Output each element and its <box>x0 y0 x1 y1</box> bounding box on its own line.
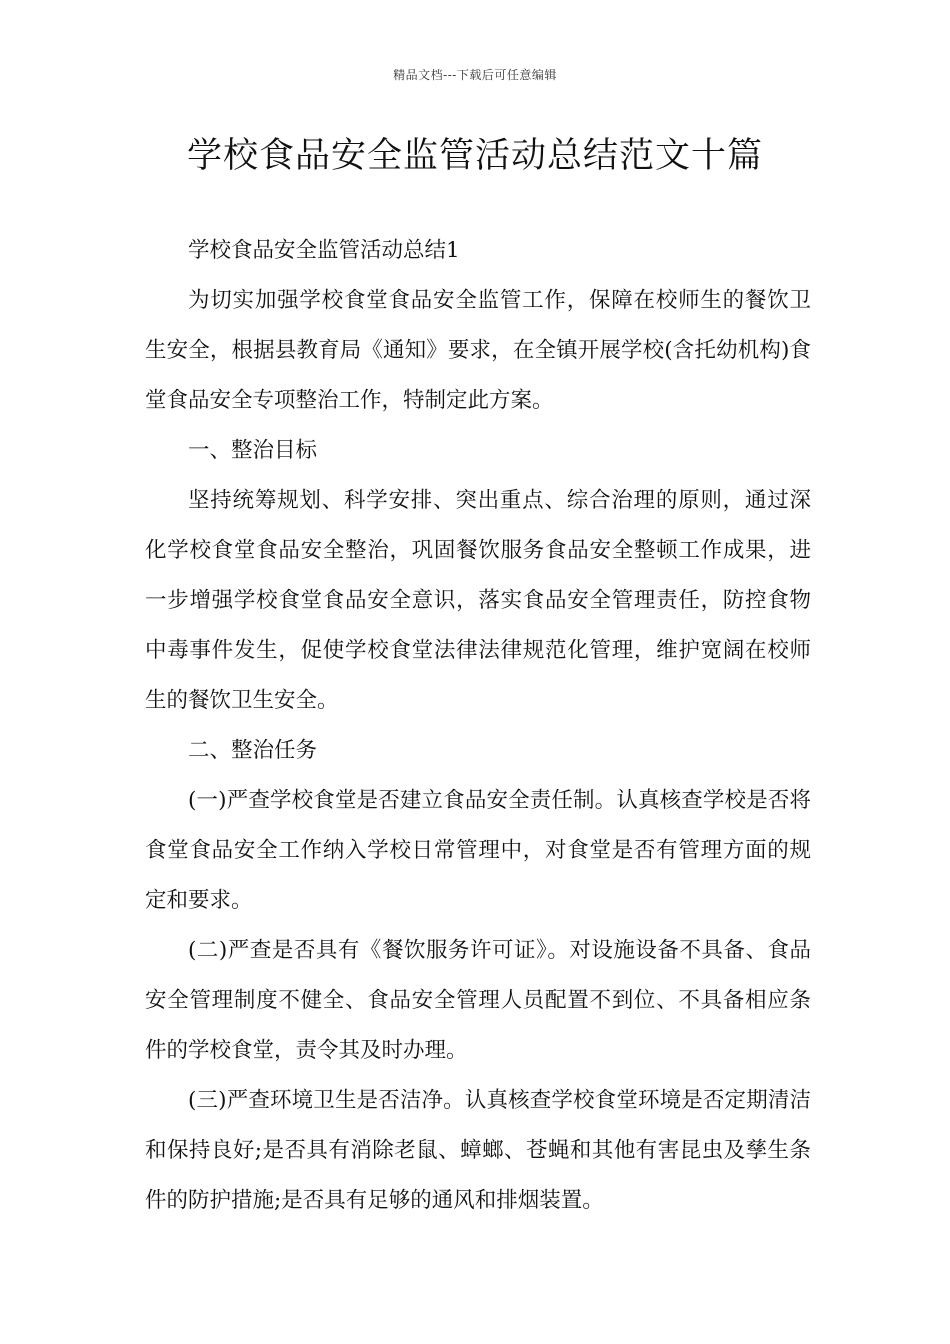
paragraph: (二)严查是否具有《餐饮服务许可证》。对设施设备不具备、食品安全管理制度不健全、食品安全管理人员配置不到位、不具备相应条件的学校食堂，责令其及时办理。 <box>145 938 811 1063</box>
paragraph: (一)严查学校食堂是否建立食品安全责任制。认真核查学校是否将食堂食品安全工作纳入学校日常管理中，对食堂是否有管理方面的规定和要求。 <box>145 788 811 913</box>
header-note: 精品文档---下载后可任意编辑 <box>393 68 557 82</box>
document-title: 学校食品安全监管活动总结范文十篇 <box>186 136 763 176</box>
document-body <box>145 226 811 1226</box>
section-heading: 一、整治目标 <box>188 438 318 463</box>
paragraph: 为切实加强学校食堂食品安全监管工作，保障在校师生的餐饮卫生安全，根据县教育局《通知》要求，在全镇开展学校(含托幼机构)食堂食品安全专项整治工作，特制定此方案。 <box>145 288 811 413</box>
section-heading: 学校食品安全监管活动总结1 <box>188 238 460 263</box>
paragraph: 坚持统筹规划、科学安排、突出重点、综合治理的原则，通过深化学校食堂食品安全整治，巩固餐饮服务食品安全整顿工作成果，进一步增强学校食堂食品安全意识，落实食品安全管理责任，防控食物中毒事件发生，促使学校食堂法律法律规范化管理，维护宽阔在校师生的餐饮卫生安全。 <box>145 488 811 713</box>
section-heading: 二、整治任务 <box>188 738 318 763</box>
paragraph: (三)严查环境卫生是否洁净。认真核查学校食堂环境是否定期清洁和保持良好;是否具有消除老鼠、蟑螂、苍蝇和其他有害昆虫及孳生条件的防护措施;是否具有足够的通风和排烟装置。 <box>145 1088 811 1213</box>
